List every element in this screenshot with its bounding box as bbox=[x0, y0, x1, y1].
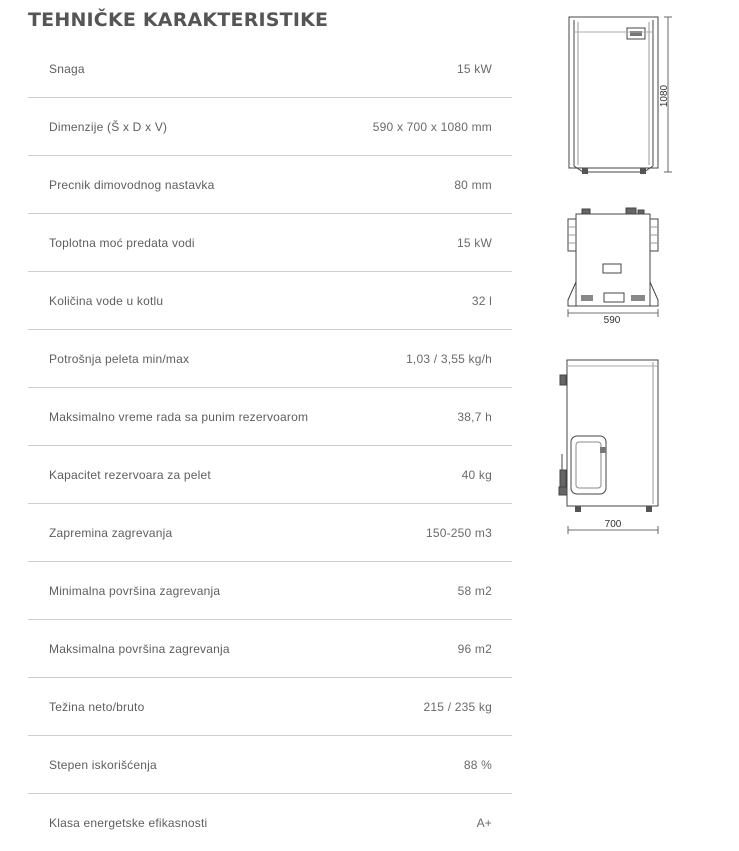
spec-row bbox=[28, 330, 512, 388]
spec-value: 96 m2 bbox=[457, 642, 492, 656]
spec-value: A+ bbox=[476, 816, 492, 830]
spec-label: Dimenzije (Š x D x V) bbox=[49, 120, 168, 134]
spec-label: Precnik dimovodnog nastavka bbox=[49, 178, 215, 192]
spec-value: 58 m2 bbox=[457, 584, 492, 598]
spec-row bbox=[28, 562, 512, 620]
spec-label: Klasa energetske efikasnosti bbox=[49, 816, 208, 830]
spec-row bbox=[28, 272, 512, 330]
spec-value: 1,03 / 3,55 kg/h bbox=[406, 352, 492, 366]
front-view-drawing bbox=[569, 17, 658, 174]
spec-value: 88 % bbox=[463, 758, 492, 772]
spec-label: Maksimalna površina zagrevanja bbox=[49, 642, 230, 656]
spec-label: Maksimalno vreme rada sa punim rezervoarom bbox=[49, 410, 309, 424]
spec-row bbox=[28, 446, 512, 504]
technical-drawings bbox=[548, 0, 739, 560]
spec-label: Težina neto/bruto bbox=[49, 700, 145, 714]
top-view-drawing bbox=[568, 208, 658, 306]
spec-row bbox=[28, 678, 512, 736]
spec-label: Toplotna moć predata vodi bbox=[49, 236, 195, 250]
spec-label: Minimalna površina zagrevanja bbox=[49, 584, 221, 598]
spec-label: Kapacitet rezervoara za pelet bbox=[49, 468, 211, 482]
spec-value: 80 mm bbox=[454, 178, 492, 192]
spec-row bbox=[28, 156, 512, 214]
spec-value: 40 kg bbox=[461, 468, 492, 482]
spec-label: Potrošnja peleta min/max bbox=[49, 352, 190, 366]
spec-row bbox=[28, 40, 512, 98]
spec-value: 590 x 700 x 1080 mm bbox=[372, 120, 492, 134]
spec-value: 215 / 235 kg bbox=[423, 700, 492, 714]
spec-value: 15 kW bbox=[456, 236, 492, 250]
spec-row bbox=[28, 736, 512, 794]
spec-row bbox=[28, 388, 512, 446]
spec-value: 150-250 m3 bbox=[425, 526, 492, 540]
spec-row bbox=[28, 794, 512, 851]
spec-label: Stepen iskorišćenja bbox=[49, 758, 157, 772]
width-label: 590 bbox=[603, 315, 621, 326]
spec-row bbox=[28, 504, 512, 562]
page-title: TEHNIČKE KARAKTERISTIKE bbox=[28, 9, 329, 31]
spec-row bbox=[28, 98, 512, 156]
spec-row bbox=[28, 620, 512, 678]
height-label: 1080 bbox=[659, 84, 670, 108]
spec-label: Količina vode u kotlu bbox=[49, 294, 164, 308]
spec-value: 15 kW bbox=[456, 62, 492, 76]
spec-value: 38,7 h bbox=[457, 410, 492, 424]
side-view-drawing bbox=[559, 360, 658, 512]
spec-row bbox=[28, 214, 512, 272]
spec-table bbox=[28, 40, 512, 851]
spec-label: Snaga bbox=[49, 62, 85, 76]
spec-value: 32 l bbox=[471, 294, 492, 308]
depth-label: 700 bbox=[604, 519, 622, 530]
spec-label: Zapremina zagrevanja bbox=[49, 526, 173, 540]
